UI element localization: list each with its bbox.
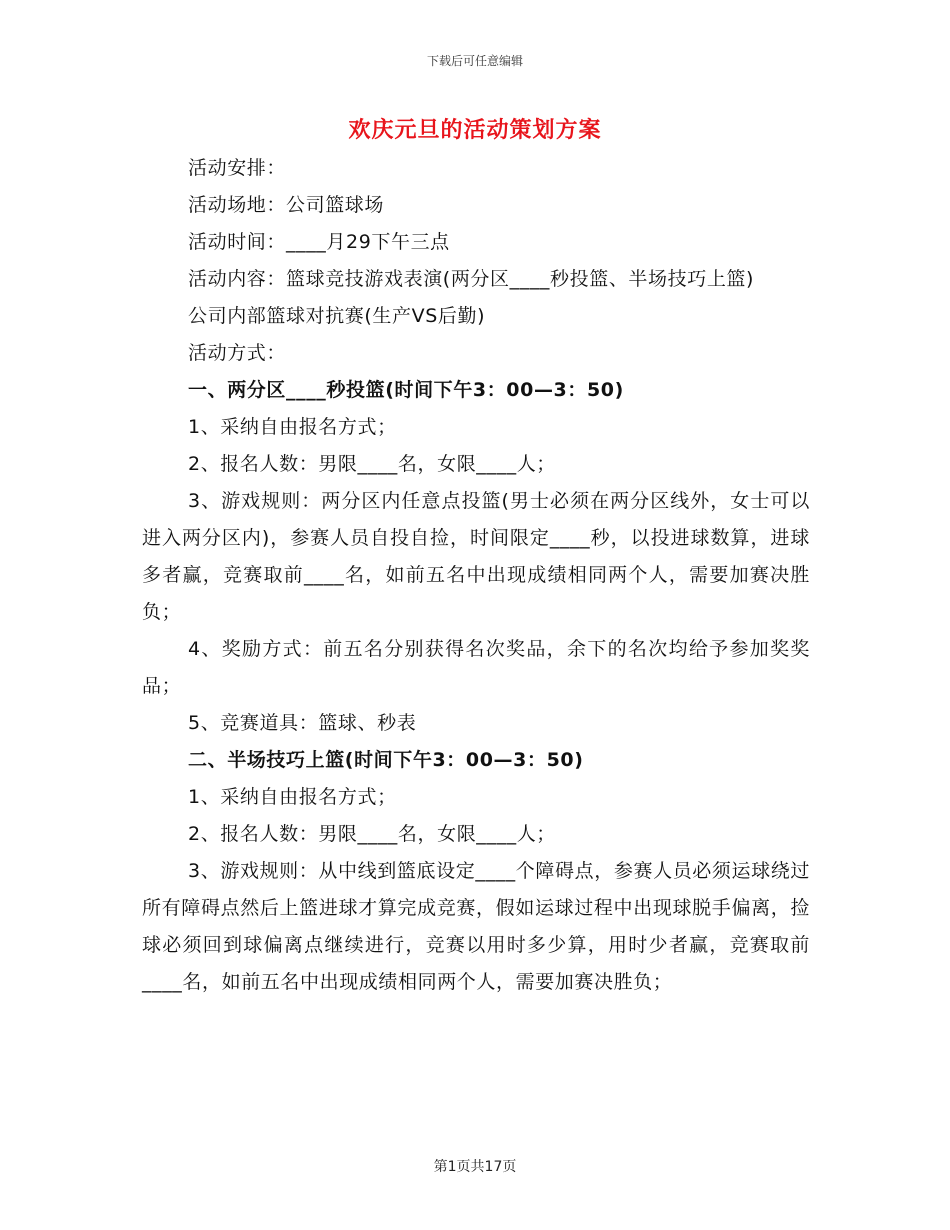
page-header: 下载后可任意编辑 (426, 54, 523, 68)
document-title: 欢庆元旦的活动策划方案 (348, 118, 602, 143)
section-heading-2: 二、半场技巧上篮(时间下午3：00—3：50) (188, 749, 584, 771)
section-heading-1: 一、两分区____秒投篮(时间下午3：00—3：50) (188, 379, 624, 401)
page-footer: 第1页共17页 (433, 1159, 517, 1175)
paragraph-method: 活动方式： (188, 342, 287, 364)
paragraph-arrangement: 活动安排： (188, 157, 287, 179)
paragraph-content: 活动内容：篮球竞技游戏表演(两分区____秒投篮、半场技巧上篮) (188, 268, 755, 290)
paragraph-match: 公司内部篮球对抗赛(生产VS后勤) (188, 305, 486, 327)
list-item: 4、奖励方式：前五名分别获得名次奖品，余下的名次均给予参加奖奖品； (142, 638, 810, 697)
list-item: 1、采纳自由报名方式； (188, 786, 397, 808)
list-item: 3、游戏规则：两分区内任意点投篮(男士必须在两分区线外，女士可以进入两分区内)，参赛人员自投自捡，时间限定____秒，以投进球数算，进球多者赢，竞赛取前____名，如前五名中出现成绩相同两个人，需要加赛决胜负； (142, 490, 810, 623)
list-item: 1、采纳自由报名方式； (188, 416, 397, 438)
list-item: 2、报名人数：男限____名，女限____人； (188, 453, 556, 475)
document-body (142, 150, 810, 1001)
list-item: 3、游戏规则：从中线到篮底设定____个障碍点，参赛人员必须运球绕过所有障碍点然后上篮进球才算完成竞赛，假如运球过程中出现球脱手偏离，捡球必须回到球偏离点继续进行，竞赛以用时多少算，用时少者赢，竞赛取前____名，如前五名中出现成绩相同两个人，需要加赛决胜负； (142, 860, 810, 993)
paragraph-time: 活动时间：____月29下午三点 (188, 231, 450, 253)
list-item: 2、报名人数：男限____名，女限____人； (188, 823, 556, 845)
list-item: 5、竞赛道具：篮球、秒表 (188, 712, 417, 734)
paragraph-venue: 活动场地：公司篮球场 (188, 194, 385, 216)
